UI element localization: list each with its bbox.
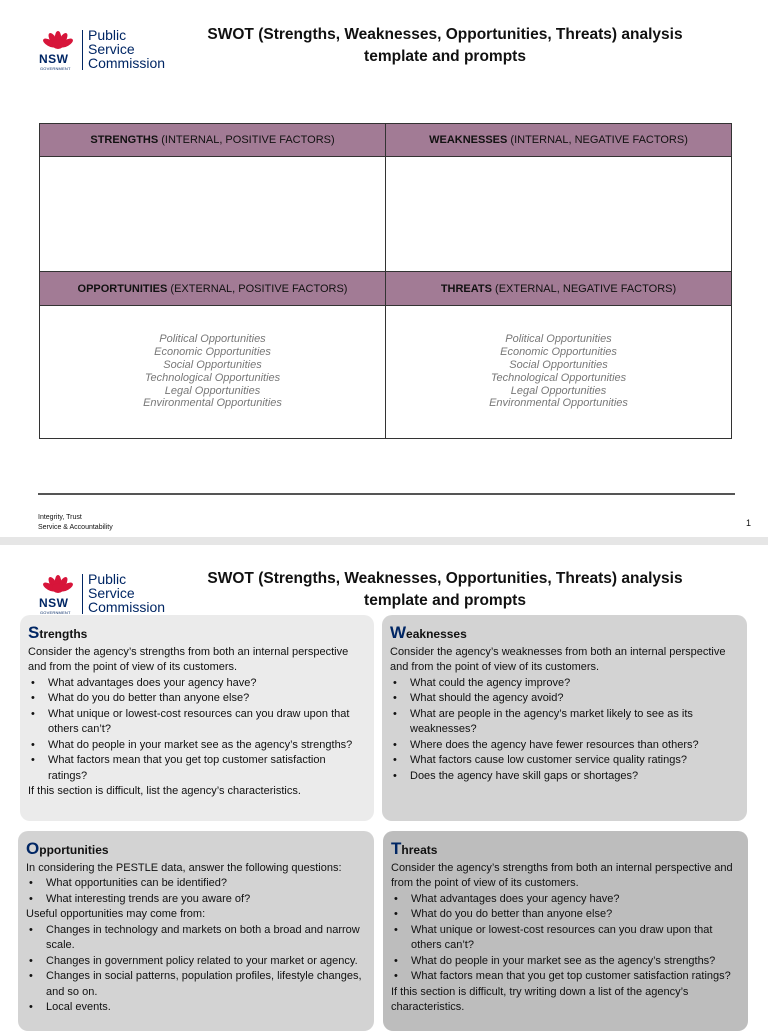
weaknesses-intro: Consider the agency’s weaknesses from both an internal perspective and from the point of view of its customers. [390, 645, 726, 673]
threats-questions [391, 892, 740, 985]
footer-line-2: Service & Accountability [38, 524, 113, 531]
logo-divider [82, 30, 83, 70]
weaknesses-label: WEAKNESSES [429, 134, 508, 147]
list-item: • What do you do better than anyone else? [391, 907, 740, 923]
strengths-label: STRENGTHS [90, 134, 159, 147]
opportunities-questions [26, 876, 366, 907]
weaknesses-box-title [390, 625, 739, 643]
list-item: • What do people in your market see as the agency’s strengths? [28, 738, 366, 754]
pestle-item: Social Opportunities [509, 358, 608, 371]
logo-text [88, 28, 165, 70]
logo-line-3: Commission [88, 55, 166, 71]
logo-line-1: Public [88, 571, 127, 587]
title-line-1: SWOT (Strengths, Weaknesses, Opportunities, Threats) analysis [207, 570, 683, 587]
page-number: 1 [746, 518, 752, 528]
opportunities-sub: (EXTERNAL, POSITIVE FACTORS) [167, 282, 348, 295]
list-item: • What unique or lowest-cost resources can you draw upon that others can’t? [391, 923, 740, 954]
opportunities-sources [26, 923, 366, 1016]
list-item: • What do you do better than anyone else? [28, 691, 366, 707]
logo-nsw: NSW [39, 596, 69, 610]
list-item: • What opportunities can be identified? [26, 876, 366, 892]
pestle-item: Economic Opportunities [154, 346, 271, 359]
logo-government: GOVERNMENT [40, 610, 71, 615]
pestle-item: Technological Opportunities [144, 371, 281, 384]
list-item: • What factors cause low customer service quality ratings? [390, 753, 739, 769]
pestle-item: Technological Opportunities [490, 371, 627, 384]
pestle-item: Legal Opportunities [510, 384, 607, 397]
opportunities-pestle-list [40, 333, 385, 410]
opportunities-header [40, 272, 386, 305]
swot-grid [39, 123, 732, 439]
strengths-outro: If this section is difficult, list the agency’s characteristics. [28, 785, 301, 797]
opportunities-box-title [26, 841, 366, 859]
opportunities-label: OPPORTUNITIES [77, 282, 168, 295]
list-item: • What could the agency improve? [390, 676, 739, 692]
threats-box-title [391, 841, 740, 859]
opportunities-mid: Useful opportunities may come from: [26, 908, 206, 920]
strengths-title-rest: trengths [39, 627, 88, 641]
logo-government: GOVERNMENT [40, 66, 71, 71]
list-item: • What unique or lowest-cost resources can you draw upon that others can’t? [28, 707, 366, 738]
footer-tagline [38, 513, 113, 533]
pestle-item: Legal Opportunities [164, 384, 261, 397]
weaknesses-prompt-box [382, 615, 747, 821]
pestle-item: Social Opportunities [163, 358, 262, 371]
weaknesses-header [386, 124, 732, 157]
footer-divider [38, 493, 735, 495]
pestle-item: Economic Opportunities [500, 346, 617, 359]
list-item: • Where does the agency have fewer resources than others? [390, 738, 739, 754]
threats-header [386, 272, 732, 305]
strengths-sub: (INTERNAL, POSITIVE FACTORS) [158, 134, 335, 147]
opportunities-prompt-box [18, 831, 374, 1031]
nsw-psc-logo [38, 572, 183, 618]
weaknesses-questions [390, 676, 739, 785]
threats-pestle-list [386, 333, 731, 410]
pestle-item: Political Opportunities [505, 333, 612, 346]
opportunities-title-rest: pportunities [39, 843, 109, 857]
title-line-2: template and prompts [364, 592, 526, 609]
strengths-box-title [28, 625, 366, 643]
list-item: • What factors mean that you get top customer satisfaction ratings? [28, 753, 366, 784]
logo-line-2: Service [88, 585, 135, 601]
logo-nsw: NSW [39, 52, 69, 66]
pestle-item: Environmental Opportunities [489, 397, 628, 410]
threats-sub: (EXTERNAL, NEGATIVE FACTORS) [491, 282, 677, 295]
pestle-item: Political Opportunities [159, 333, 266, 346]
list-item: • Local events. [26, 1000, 366, 1016]
threats-cell[interactable] [386, 305, 732, 438]
list-item: • What advantages does your agency have? [28, 676, 366, 692]
pestle-item: Environmental Opportunities [143, 397, 282, 410]
title-line-1: SWOT (Strengths, Weaknesses, Opportunities, Threats) analysis [207, 26, 683, 43]
strengths-initial: S [28, 623, 40, 642]
page-title [190, 24, 700, 68]
weaknesses-cell[interactable] [386, 157, 732, 272]
list-item: • What do people in your market see as the agency’s strengths? [391, 954, 740, 970]
logo-line-3: Commission [88, 599, 166, 615]
strengths-prompt-box [20, 615, 374, 821]
threats-intro: Consider the agency’s strengths from both an internal perspective and from the point of view of its customers. [391, 861, 733, 889]
list-item: • What should the agency avoid? [390, 691, 739, 707]
strengths-cell[interactable] [40, 157, 386, 272]
opportunities-initial: O [26, 839, 40, 858]
weaknesses-sub: (INTERNAL, NEGATIVE FACTORS) [507, 134, 688, 147]
threats-label: THREATS [440, 282, 492, 295]
weaknesses-initial: W [390, 623, 407, 642]
title-line-2: template and prompts [364, 48, 526, 65]
strengths-header [40, 124, 386, 157]
nsw-psc-logo [38, 28, 183, 74]
footer-line-1: Integrity, Trust [38, 514, 82, 521]
strengths-intro: Consider the agency’s strengths from both an internal perspective and from the point of view of its customers. [28, 645, 349, 673]
list-item: • What are people in the agency’s market likely to see as its weaknesses? [390, 707, 739, 738]
list-item: • Changes in technology and markets on both a broad and narrow scale. [26, 923, 366, 954]
page-title [190, 568, 700, 612]
logo-text [88, 572, 165, 614]
threats-outro: If this section is difficult, try writing down a list of the agency’s characteristics. [391, 985, 689, 1013]
threats-title-rest: hreats [401, 843, 438, 857]
threats-initial: T [391, 839, 402, 858]
opportunities-intro: In considering the PESTLE data, answer the following questions: [26, 861, 342, 874]
list-item: • Changes in social patterns, population profiles, lifestyle changes, and so on. [26, 969, 366, 1000]
list-item: • Does the agency have skill gaps or shortages? [390, 769, 739, 785]
logo-line-1: Public [88, 27, 127, 43]
page-2 [0, 556, 768, 1024]
weaknesses-title-rest: eaknesses [406, 627, 467, 641]
list-item: • What advantages does your agency have? [391, 892, 740, 908]
opportunities-cell[interactable] [40, 305, 386, 438]
list-item: • What interesting trends are you aware of? [26, 892, 366, 908]
threats-prompt-box [383, 831, 748, 1031]
strengths-questions [28, 676, 366, 785]
list-item: • Changes in government policy related to your market or agency. [26, 954, 366, 970]
logo-divider [82, 574, 83, 614]
list-item: • What factors mean that you get top customer satisfaction ratings? [391, 969, 740, 985]
logo-line-2: Service [88, 41, 135, 57]
